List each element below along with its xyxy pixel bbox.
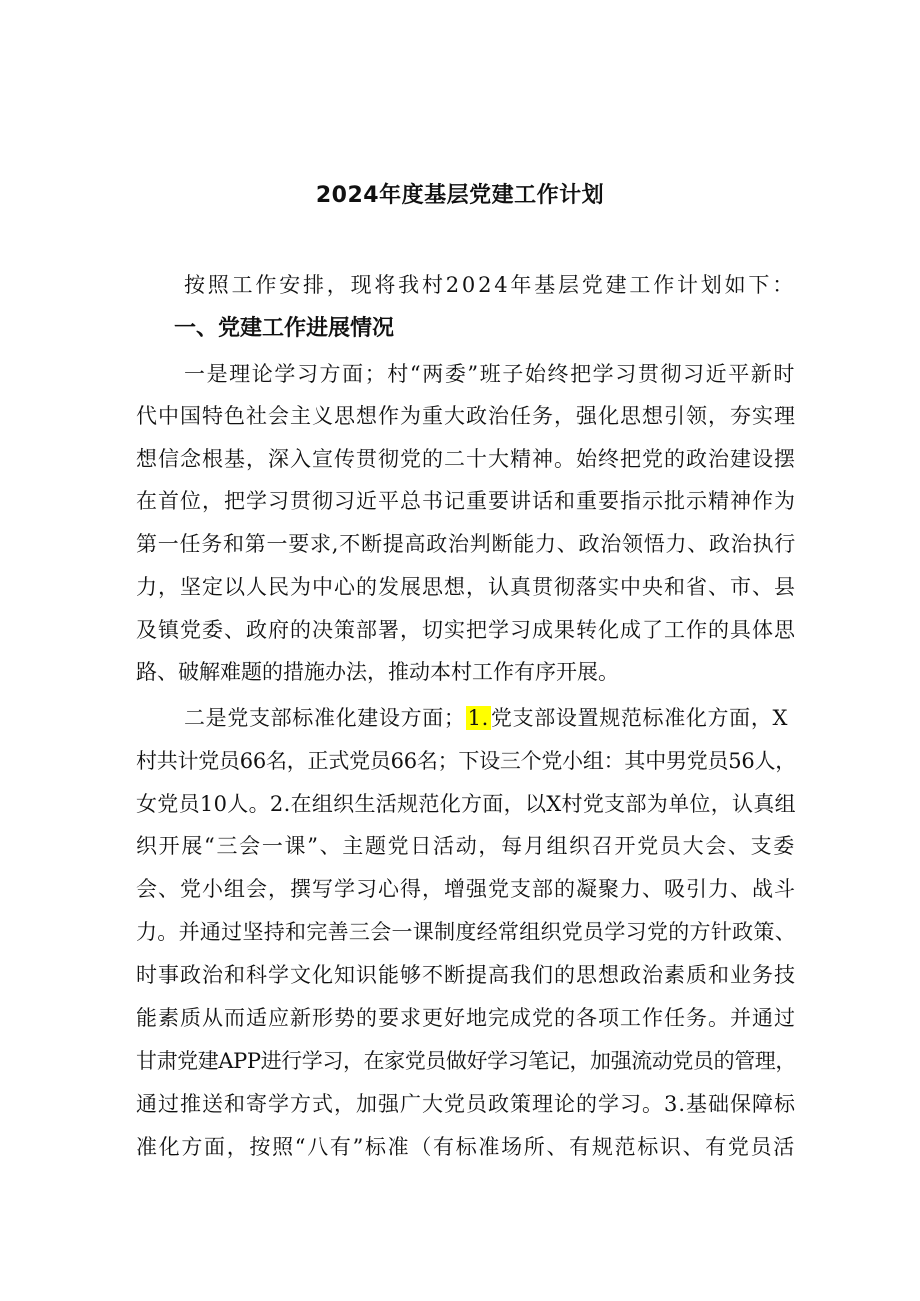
paragraph-line: 及镇党委、政府的决策部署，切实把学习成果转化成了工作的具体思 [136, 618, 796, 642]
paragraph-segment: 党支部设置规范标准化方面，X [490, 706, 789, 730]
paragraph-line: 甘肃党建APP进行学习，在家党员做好学习笔记，加强流动党员的管理， [136, 1049, 796, 1073]
paragraph-line: 代中国特色社会主义思想作为重大政治任务，强化思想引领，夯实理 [136, 404, 796, 428]
paragraph-line: 会、党小组会，撰写学习心得，增强党支部的凝聚力、吸引力、战斗 [136, 877, 796, 901]
paragraph-line: 织开展“三会一课”、主题党日活动，每月组织召开党员大会、支委 [136, 834, 796, 858]
paragraph-line: 路、破解难题的措施办法，推动本村工作有序开展。 [136, 660, 619, 684]
paragraph-line: 女党员10人。2.在组织生活规范化方面，以X村党支部为单位，认真组 [136, 792, 796, 816]
paragraph-line: 准化方面，按照“八有”标准（有标准场所、有规范标识、有党员活 [136, 1135, 796, 1159]
paragraph-line: 一是理论学习方面；村“两委”班子始终把学习贯彻习近平新时 [184, 362, 796, 386]
paragraph-line: 在首位，把学习贯彻习近平总书记重要讲话和重要指示批示精神作为 [136, 489, 796, 513]
paragraph-line: 第一任务和第一要求,不断提高政治判断能力、政治领悟力、政治执行 [136, 532, 796, 556]
paragraph-line: 力。并通过坚持和完善三会一课制度经常组织党员学习党的方针政策、 [136, 920, 796, 944]
highlighted-number: 1. [467, 706, 489, 730]
paragraph-line: 想信念根基，深入宣传贯彻党的二十大精神。始终把党的政治建设摆 [136, 447, 796, 471]
intro-paragraph: 按照工作安排，现将我村2024年基层党建工作计划如下： [184, 273, 796, 297]
paragraph-line: 能素质从而适应新形势的要求更好地完成党的各项工作任务。并通过 [136, 1006, 796, 1030]
section-heading: 一、党建工作进展情况 [174, 316, 395, 341]
paragraph-line: 力，坚定以人民为中心的发展思想，认真贯彻落实中央和省、市、县 [136, 575, 796, 599]
paragraph-line: 通过推送和寄学方式，加强广大党员政策理论的学习。3.基础保障标 [136, 1092, 796, 1116]
document-title: 2024年度基层党建工作计划 [315, 183, 605, 208]
paragraph-line: 村共计党员66名，正式党员66名；下设三个党小组：其中男党员56人， [136, 749, 796, 773]
paragraph-line: 时事政治和科学文化知识能够不断提高我们的思想政治素质和业务技 [136, 963, 796, 987]
paragraph-segment: 二是党支部标准化建设方面； [184, 706, 466, 730]
paragraph-line-with-highlight [184, 703, 796, 733]
